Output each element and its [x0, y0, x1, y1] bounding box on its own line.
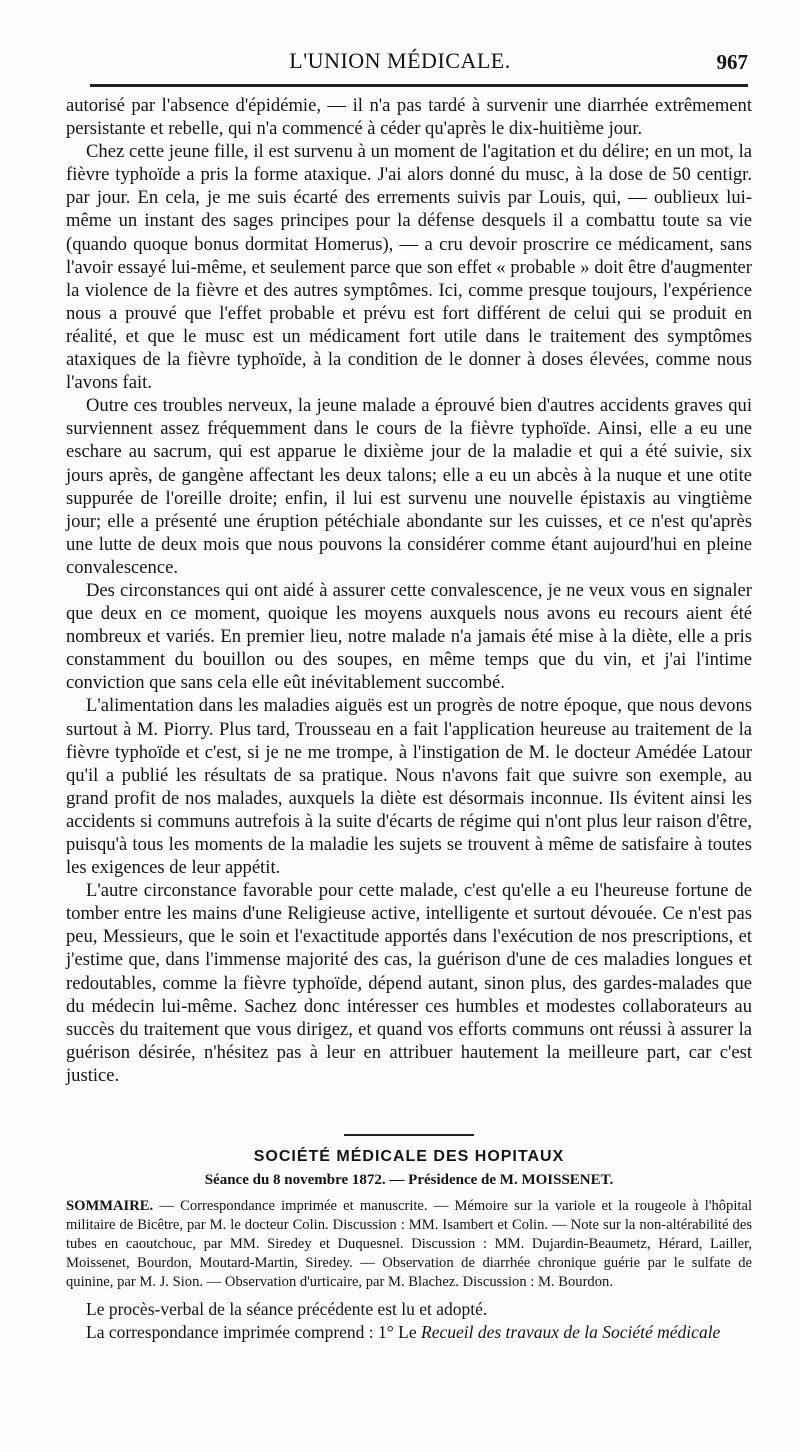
minutes-line: Le procès-verbal de la séance précédente est lu et adopté. [86, 1299, 488, 1319]
correspondence-line [66, 1321, 752, 1344]
minutes [66, 1298, 752, 1344]
section-divider [344, 1134, 474, 1136]
paragraph: Outre ces troubles nerveux, la jeune malade a éprouvé bien d'autres accidents graves qui surviennent assez fréquemment dans le cours de la fièvre typhoïde. Ainsi, elle a eu une eschare au sacrum, qui est apparue le dixième jour de la maladie et qui a été suivie, six jours après, de gangène affectant les deux talons; elle a eu un abcès à la nuque et une otite suppurée de l'oreille droite; enfin, il lui est survenu une nouvelle épistaxis au vingtième jour; elle a présenté une éruption pétéchiale abondante sur les cuisses, et ce n'est qu'après une lutte de deux mois que nous pouvons la considérer comme étant aujourd'hui en pleine convalescence. [66, 395, 752, 578]
society-title: SOCIÉTÉ MÉDICALE DES HOPITAUX [253, 1148, 565, 1165]
paragraph: Chez cette jeune fille, il est survenu à un moment de l'agitation et du délire; en un mot, la fièvre typhoïde a pris la forme ataxique. J'ai alors donné du musc, à la dose de 50 centigr. par jour. En cela, je me suis écarté des errements suivis par Louis, qui, — oublieux lui-même un instant des sages principes pour la défense desquels il a combattu toute sa vie (quando quoque bonus dormitat Homerus), — a cru devoir proscrire ce médicament, sans l'avoir essayé lui-même, et seulement parce que son effet « probable » doit être d'augmenter la violence de la fièvre et des autres symptômes. Ici, comme presque toujours, l'expérience nous a prouvé que l'effet probable et prévu est fort différent de celui qui se produit en réalité, et que le musc est un médicament fort utile dans le traitement des symptômes ataxiques de la fièvre typhoïde, à la condition de le donner à doses élevées, comme nous l'avons fait. [66, 141, 752, 394]
paragraph: L'autre circonstance favorable pour cette malade, c'est qu'elle a eu l'heureuse fortune de tomber entre les mains d'une Religieuse active, intelligente et surtout dévouée. Ce n'est pas peu, Messieurs, que le soin et l'exactitude apportés dans l'exécution de nos prescriptions, et j'estime que, dans l'immense majorité des cas, la guérison d'une de ces maladies longues et redoutables, comme la fièvre typhoïde, dépend autant, sinon plus, des gardes-malades que du médecin lui-même. Sachez donc intéresser ces humbles et modestes collaborateurs au succès du traitement que vous dirigez, et quand vos efforts communs ont réussi à assurer la guérison désirée, n'hésitez pas à leur en attribuer hautement la meilleure part, car c'est justice. [66, 880, 752, 1086]
journal-title: L'UNION MÉDICALE. [289, 48, 511, 73]
paragraph: Des circonstances qui ont aidé à assurer cette convalescence, je ne veux vous en signaler que deux en ce moment, quoique les moyens auxquels nous avons eu recours aient été nombreux et variés. En premier lieu, notre malade n'a jamais été mise à la diète, elle a pris constamment du bouillon ou des soupes, en même temps que du vin, et j'ai l'intime conviction que sans cela elle eût inévitablement succombé. [66, 579, 752, 694]
page-number: 967 [716, 50, 748, 74]
correspondence-start: La correspondance imprimée comprend : 1° Le [86, 1322, 421, 1342]
page-header [0, 48, 800, 88]
paragraph: autorisé par l'absence d'épidémie, — il n'a pas tardé à survenir une diarrhée extrêmement persistante et rebelle, qui n'a commencé à céder qu'après le dix-huitième jour. [66, 95, 752, 140]
summary-label: SOMMAIRE. [66, 1198, 154, 1214]
article-body [66, 94, 752, 1087]
society-section [66, 1134, 752, 1344]
paragraph: L'alimentation dans les maladies aiguës est un progrès de notre époque, que nous devons surtout à M. Piorry. Plus tard, Trousseau en a fait l'application heureuse au traitement de la fièvre typhoïde et c'est, si je ne me trompe, à l'instigation de M. le docteur Amédée Latour qu'il a publié les résultats de sa pratique. Nous n'avons fait que suivre son exemple, au grand profit de nos malades, auxquels la diète est désormais inconnue. Ils évitent ainsi les accidents si communs autrefois à la suite d'écarts de régime qui n'ont plus leur raison d'être, puisqu'à tous les moments de la maladie les sujets se trouvent à même de satisfaire à toutes les exigences de leur appétit. [66, 695, 752, 879]
header-rule [90, 84, 748, 87]
summary-text: — Correspondance imprimée et manuscrite. — Mémoire sur la variole et la rougeole à l'hôpital militaire de Bicêtre, par M. le docteur Colin. Discussion : MM. Isambert et Colin. — Note sur la non-altérabilité des tubes en caoutchouc, par MM. Siredey et Duquesnel. Discussion : MM. Dujardin-Beaumetz, Hérard, Lailler, Moissenet, Bourdon, Moutard-Martin, Siredey. — Observation de diarrhée chronique guérie par le sulfate de quinine, par M. J. Sion. — Observation d'urticaire, par M. Blachez. Discussion : M. Bourdon. [66, 1198, 752, 1290]
correspondence-title: Recueil des travaux de la Société médicale [421, 1322, 721, 1342]
summary [66, 1197, 752, 1292]
session-line: Séance du 8 novembre 1872. — Présidence de M. MOISSENET. [204, 1172, 614, 1188]
